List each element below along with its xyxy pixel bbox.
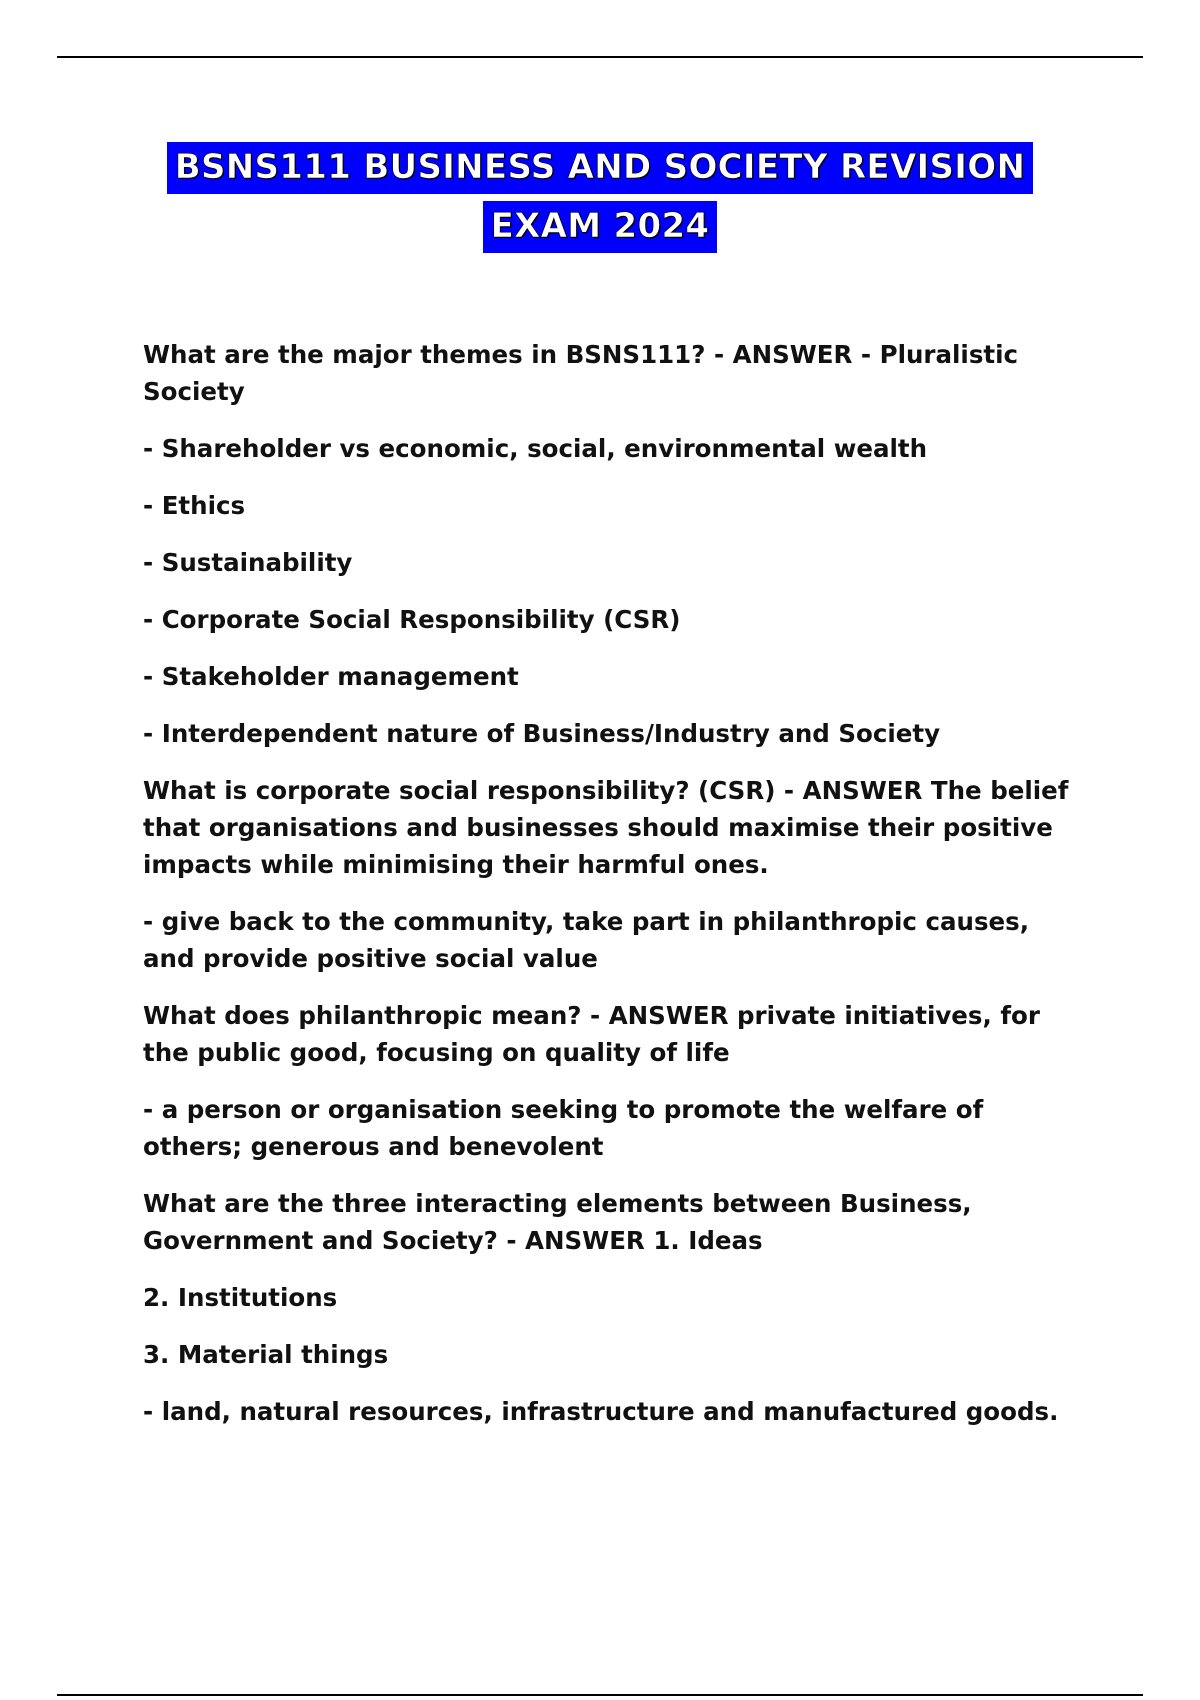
bottom-rule	[57, 1694, 1143, 1696]
list-item-material-things: 3. Material things	[143, 1340, 389, 1369]
list-item-sustainability: - Sustainability	[143, 548, 353, 577]
title-line-1: BSNS111 BUSINESS AND SOCIETY REVISION	[167, 142, 1033, 194]
list-item-give-back: - give back to the community, take part in philanthropic causes, and provide positive social value	[143, 907, 1030, 973]
list-item-land-resources: - land, natural resources, infrastructure and manufactured goods.	[143, 1397, 1059, 1426]
list-item-interdependent: - Interdependent nature of Business/Industry and Society	[143, 719, 941, 748]
list-item-shareholder: - Shareholder vs economic, social, environmental wealth	[143, 434, 928, 463]
title-line-2: EXAM 2024	[483, 201, 718, 253]
list-item-ethics: - Ethics	[143, 491, 246, 520]
document-title	[0, 142, 1200, 253]
question-three-elements: What are the three interacting elements between Business, Government and Society? - ANSWER 1. Ideas	[143, 1189, 972, 1255]
list-item-csr: - Corporate Social Responsibility (CSR)	[143, 605, 681, 634]
list-item-welfare: - a person or organisation seeking to promote the welfare of others; generous and benevolent	[143, 1095, 984, 1161]
top-rule	[57, 56, 1143, 58]
list-item-stakeholder: - Stakeholder management	[143, 662, 519, 691]
document-body	[143, 336, 1083, 1450]
list-item-institutions: 2. Institutions	[143, 1283, 338, 1312]
question-major-themes: What are the major themes in BSNS111? - ANSWER - Pluralistic Society	[143, 340, 1019, 406]
question-philanthropic: What does philanthropic mean? - ANSWER private initiatives, for the public good, focusing on quality of life	[143, 1001, 1040, 1067]
question-csr: What is corporate social responsibility? (CSR) - ANSWER The belief that organisations and businesses should maximise their positive impacts while minimising their harmful ones.	[143, 776, 1069, 879]
